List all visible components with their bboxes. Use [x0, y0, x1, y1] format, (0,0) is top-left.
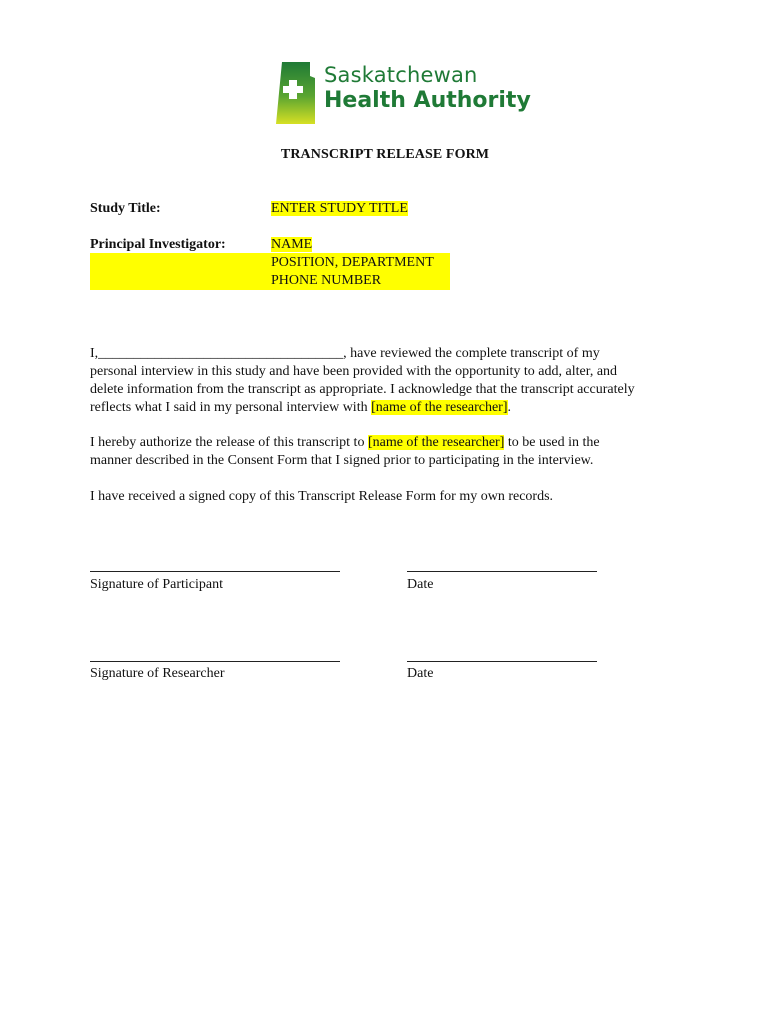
paragraph-text: I hereby authorize the release of this transcript to: [90, 435, 368, 450]
participant-date-label: Date: [407, 577, 434, 592]
paragraph-line: I,___________________________________, have reviewed the complete transcript of my: [90, 346, 600, 361]
participant-signature-label: Signature of Participant: [90, 577, 223, 592]
copy-received-paragraph: I have received a signed copy of this Transcript Release Form for my own records.: [90, 489, 554, 504]
pi-phone-placeholder[interactable]: PHONE NUMBER: [271, 273, 382, 288]
logo-text-health-authority: Health Authority: [324, 88, 531, 113]
paragraph-text: to be used in the: [504, 435, 600, 450]
sha-logo: [274, 60, 531, 128]
paragraph-line: delete information from the transcript as appropriate. I acknowledge that the transcript accurately: [90, 382, 635, 397]
authorization-paragraph: [90, 434, 690, 470]
paragraph-line: [90, 434, 690, 452]
researcher-date-line[interactable]: [407, 661, 597, 662]
study-title-placeholder[interactable]: ENTER STUDY TITLE: [271, 201, 408, 216]
paragraph-line: [90, 399, 690, 417]
principal-investigator-label: Principal Investigator:: [90, 237, 226, 252]
paragraph-text: .: [507, 400, 512, 415]
paragraph-line: personal interview in this study and have been provided with the opportunity to add, alter, and: [90, 364, 618, 379]
pi-position-value[interactable]: [271, 255, 434, 271]
pi-name-value[interactable]: [271, 237, 312, 253]
researcher-signature-line[interactable]: [90, 661, 340, 662]
form-title: TRANSCRIPT RELEASE FORM: [280, 147, 490, 162]
pi-phone-value[interactable]: [271, 273, 381, 289]
study-title-value[interactable]: [271, 201, 408, 217]
researcher-name-placeholder[interactable]: [name of the researcher]: [371, 400, 508, 415]
participant-signature-line[interactable]: [90, 571, 340, 572]
saskatchewan-shape-logo-icon: [274, 60, 318, 126]
participant-date-line[interactable]: [407, 571, 597, 572]
pi-name-placeholder[interactable]: NAME: [271, 237, 313, 252]
paragraph-line: manner described in the Consent Form that I signed prior to participating in the interview.: [90, 453, 594, 468]
acknowledgement-paragraph: [90, 345, 690, 417]
researcher-name-placeholder[interactable]: [name of the researcher]: [367, 435, 505, 450]
pi-position-placeholder[interactable]: POSITION, DEPARTMENT: [271, 255, 434, 270]
researcher-signature-label: Signature of Researcher: [90, 666, 225, 681]
logo-text-saskatchewan: Saskatchewan: [324, 63, 478, 87]
paragraph-text: reflects what I said in my personal interview with: [90, 400, 372, 415]
researcher-date-label: Date: [407, 666, 434, 681]
study-title-label: Study Title:: [90, 201, 161, 216]
